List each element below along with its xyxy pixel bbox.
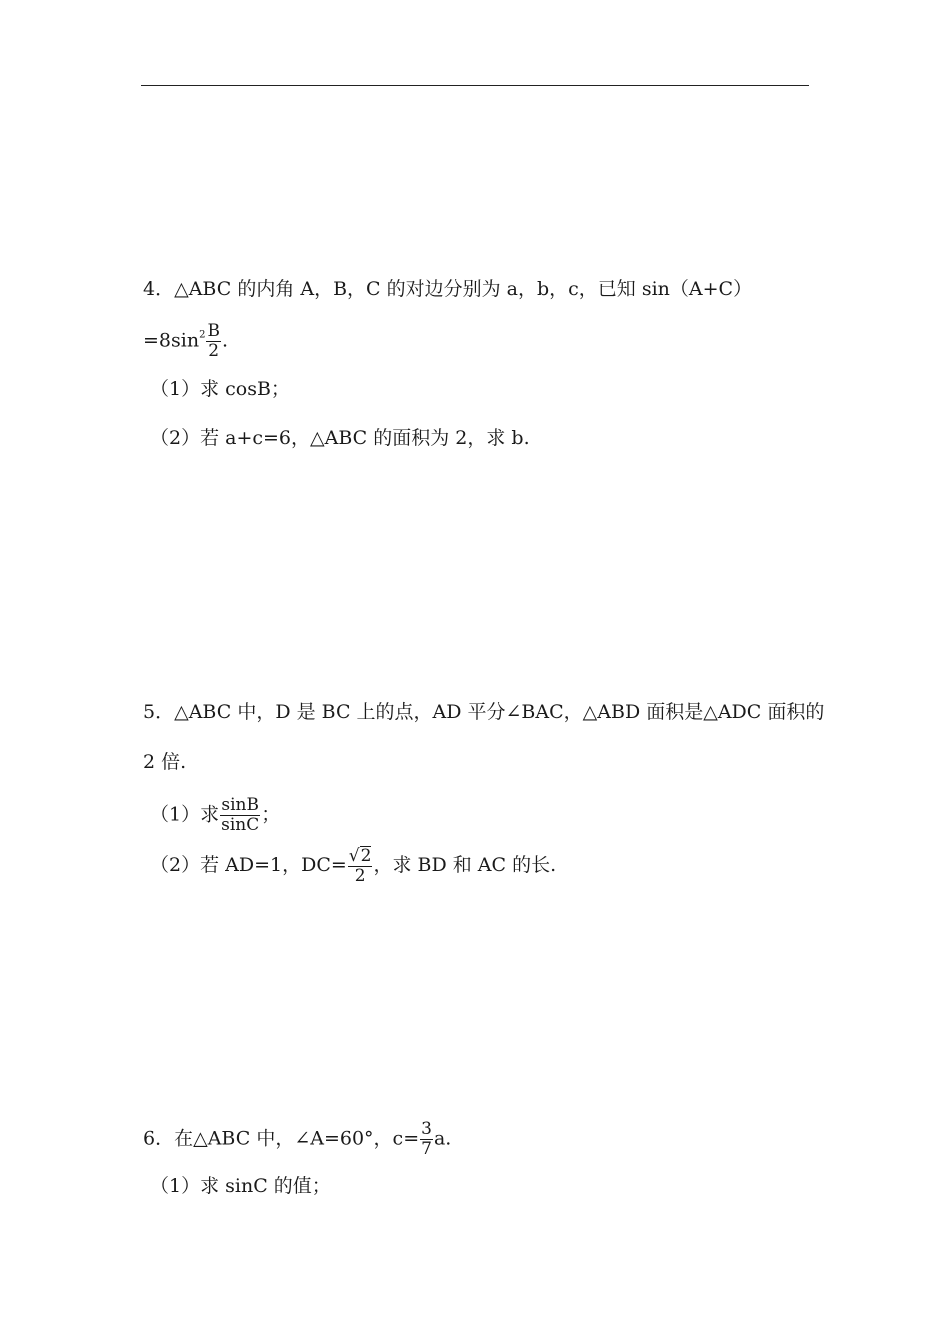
part-suffix: ，求 BD 和 AC 的长. — [373, 854, 557, 876]
problem-4-statement-line1 — [143, 277, 752, 301]
problem-4-exponent: 2 — [199, 329, 206, 341]
fraction-numerator: 3 — [421, 1119, 432, 1139]
sqrt-radicand: 2 — [360, 846, 372, 866]
problem-5-fraction — [220, 796, 260, 835]
part-text: （2）若 AD=1，DC= — [150, 854, 347, 876]
fraction-denominator: sinC — [221, 815, 260, 835]
problem-5-statement-line2 — [143, 750, 186, 774]
part-text: （1）求 sinC 的值； — [150, 1175, 331, 1197]
problem-6-fraction — [420, 1120, 433, 1159]
part-suffix: ； — [261, 803, 281, 826]
problem-4-eq-prefix: =8sin — [143, 329, 200, 352]
problem-4-statement-line2 — [143, 322, 228, 361]
problem-4-text: 4．△ABC 的内角 A，B，C 的对边分别为 a，b，c，已知 sin（A+C） — [143, 278, 753, 300]
sqrt-sign: √ — [348, 846, 360, 866]
problem-6-suffix: a. — [433, 1127, 452, 1150]
problem-6-part-1 — [150, 1174, 331, 1198]
header-rule — [141, 85, 809, 86]
problem-4-fraction — [206, 322, 221, 361]
fraction-numerator: B — [207, 321, 220, 341]
fraction-numerator — [348, 846, 373, 867]
problem-5-part-1 — [150, 796, 280, 835]
problem-4-part-2 — [150, 426, 530, 450]
fraction-denominator: 7 — [421, 1139, 432, 1159]
problem-6-text: 6．在△ABC 中，∠A=60°，c= — [143, 1127, 420, 1150]
fraction-denominator: 2 — [354, 866, 366, 886]
problem-5-text: 5．△ABC 中，D 是 BC 上的点，AD 平分∠BAC，△ABD 面积是△ADC 面积的 — [143, 701, 825, 723]
problem-6-statement — [143, 1120, 451, 1159]
fraction-numerator: sinB — [221, 795, 259, 815]
fraction-denominator: 2 — [208, 341, 220, 361]
problem-5-part-2 — [150, 846, 556, 886]
part-text: （1）求 cosB； — [150, 378, 290, 400]
problem-4-part-1 — [150, 377, 290, 401]
problem-5-statement-line1 — [143, 700, 824, 724]
problem-5-sqrt-fraction — [348, 846, 373, 886]
problem-5-text-cont: 2 倍. — [143, 751, 187, 773]
part-text: （1）求 — [150, 803, 220, 826]
problem-4-eq-suffix: . — [221, 329, 228, 352]
part-text: （2）若 a+c=6，△ABC 的面积为 2，求 b. — [150, 427, 530, 449]
